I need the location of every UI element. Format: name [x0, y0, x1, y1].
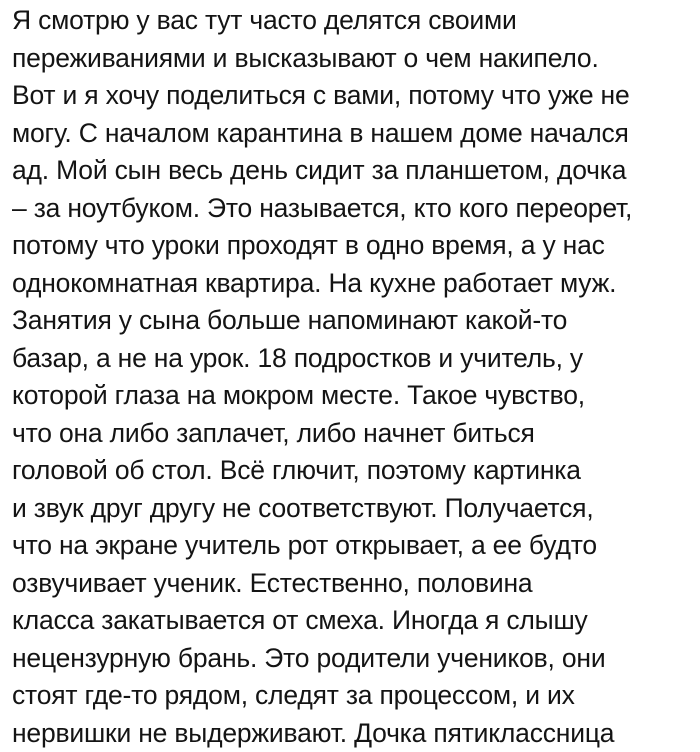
text-line-2: переживаниями и высказывают о чем накипело. [12, 42, 599, 73]
text-line-11: которой глаза на мокром месте. Такое чувство, [12, 380, 585, 410]
text-line-5: ад. Мой сын весь день сидит за планшетом, дочка [12, 155, 627, 185]
post-text [12, 2, 700, 752]
text-line-3: Вот и я хочу поделиться с вами, потому что уже не [12, 80, 630, 110]
text-line-16: озвучивает ученик. Естественно, половина [12, 567, 533, 598]
text-line-13: головой об стол. Всё глючит, поэтому картинка [12, 455, 581, 485]
text-line-18: нецензурную брань. Это родители учеников, они [12, 642, 606, 673]
text-line-1: Я смотрю у вас тут часто делятся своими [12, 5, 517, 35]
text-line-7: потому что уроки проходят в одно время, а у нас [12, 230, 605, 260]
text-line-8: однокомнатная квартира. На кухне работает муж. [12, 267, 617, 298]
text-line-6: – за ноутбуком. Это называется, кто кого переорет, [12, 192, 633, 223]
text-line-10: базар, а не на урок. 18 подростков и учитель, у [12, 342, 583, 373]
text-line-20: нервишки не выдерживают. Дочка пятиклассница [12, 717, 615, 748]
text-line-12: что она либо заплачет, либо начнет биться [12, 417, 535, 448]
text-line-14: и звук друг другу не соответствуют. Получается, [12, 492, 594, 523]
text-line-15: что на экране учитель рот открывает, а ее будто [12, 530, 597, 560]
text-line-17: класса закатывается от смеха. Иногда я слышу [12, 605, 588, 635]
text-line-4: могу. С началом карантина в нашем доме начался [12, 117, 629, 148]
text-line-19: стоят где-то рядом, следят за процессом, и их [12, 680, 575, 710]
text-line-9: Занятия у сына больше напоминают какой-то [12, 305, 568, 335]
